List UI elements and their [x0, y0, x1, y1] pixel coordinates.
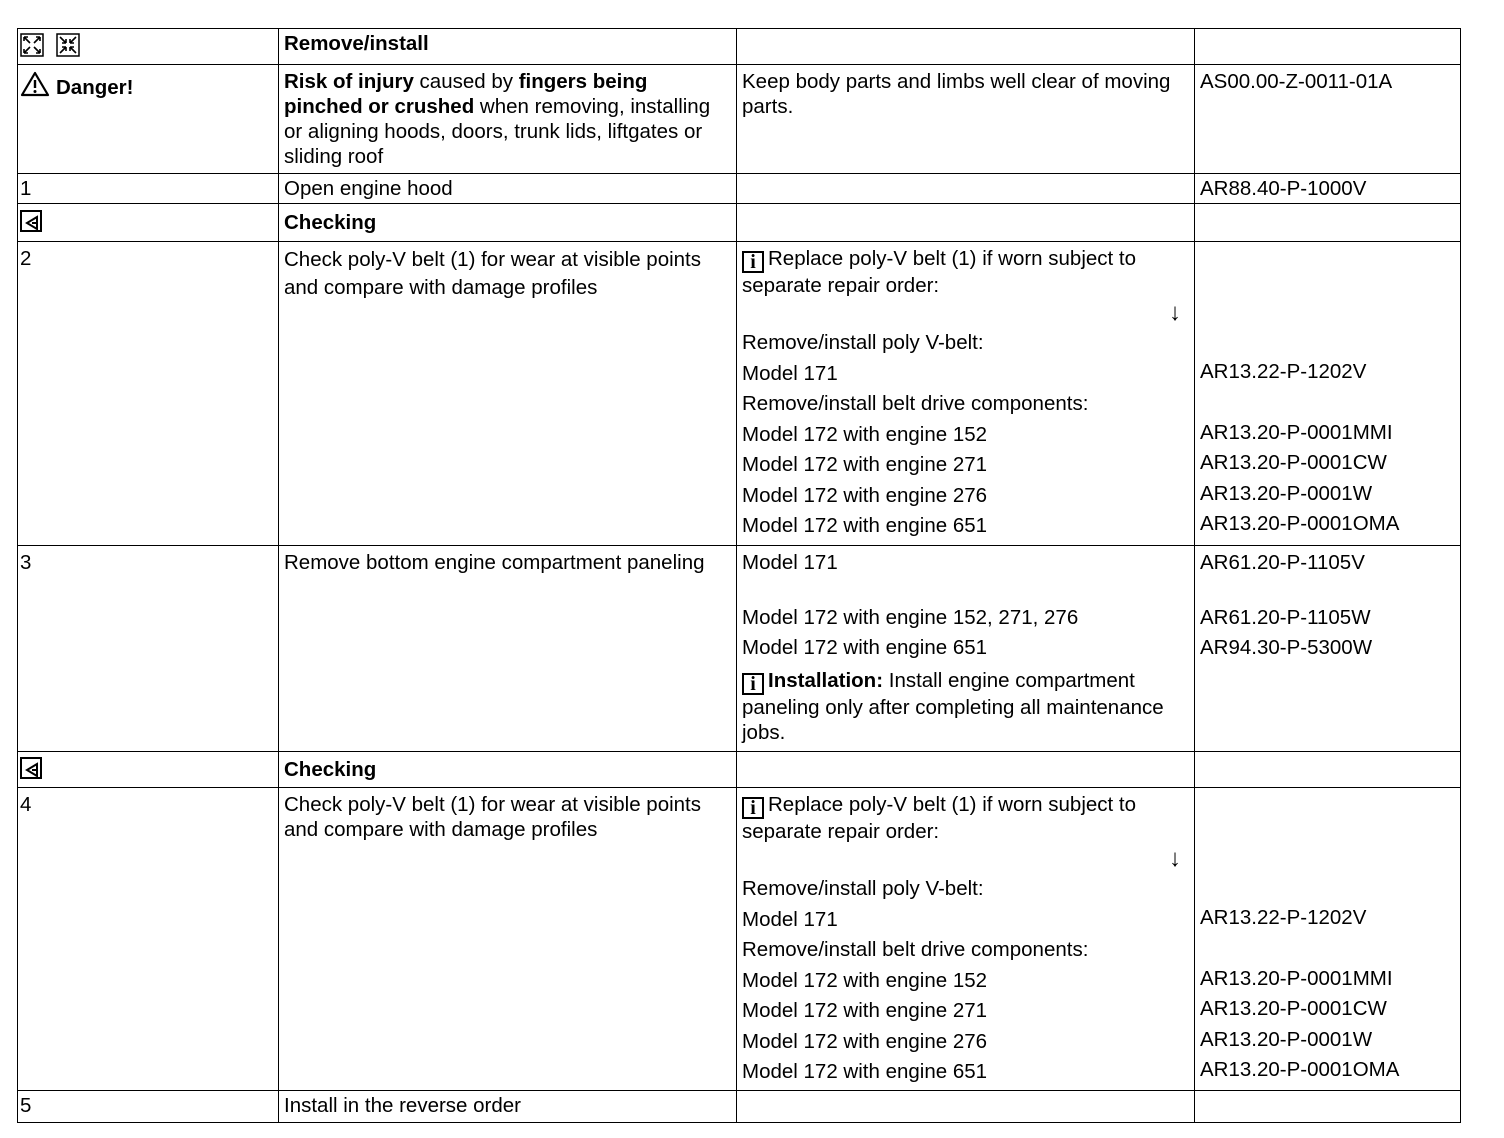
list-item: Model 172 with engine 152	[742, 968, 988, 992]
info-note-text: Install engine compartment paneling only after completing all maintenance jobs.	[742, 668, 1164, 744]
warning-triangle-icon	[20, 71, 50, 97]
check-procedure-icon	[20, 757, 42, 779]
list-item: Remove/install belt drive components:	[742, 938, 1089, 961]
info-note-text: Replace poly-V belt (1) if worn subject to separate repair order:	[742, 247, 1137, 297]
step-text: Install in the reverse order	[279, 1091, 737, 1123]
ref-link[interactable]: AR13.20-P-0001W	[1200, 481, 1373, 505]
header-title: Remove/install	[279, 29, 737, 65]
list-item: Remove/install poly V-belt:	[742, 877, 984, 900]
step-refs	[1195, 788, 1461, 1091]
list-item: Model 172 with engine 651	[742, 514, 988, 537]
info-note-bold: Installation:	[768, 668, 884, 692]
ref-link	[1200, 933, 1455, 964]
info-note	[742, 668, 1189, 745]
ref-link[interactable]: AR13.20-P-0001OMA	[1200, 512, 1400, 535]
danger-cell	[18, 65, 279, 174]
step-ref[interactable]: AR88.40-P-1000V	[1195, 174, 1461, 204]
list-item: Model 172 with engine 651	[742, 636, 988, 659]
list-item: Model 171	[742, 551, 838, 574]
list-item: Model 172 with engine 276	[742, 483, 988, 507]
ref-link[interactable]: AR94.30-P-5300W	[1200, 636, 1373, 659]
expand-arrows-icon[interactable]	[20, 33, 44, 57]
collapse-arrows-icon[interactable]	[56, 33, 80, 57]
step-text: Remove bottom engine compartment paneling	[279, 546, 737, 752]
step-notes	[737, 546, 1195, 752]
checking-icon-cell	[18, 752, 279, 788]
risk-text-2: when removing, installing or aligning hoods, doors, trunk lids, liftgates or sliding roof	[284, 95, 711, 168]
ref-lines	[1200, 872, 1455, 1086]
list-item: Model 172 with engine 152	[742, 422, 988, 446]
step-text: Check poly-V belt (1) for wear at visible points and compare with damage profiles	[279, 242, 737, 546]
model-lines	[742, 874, 1189, 1088]
info-icon: i	[742, 673, 764, 695]
step-notes	[737, 242, 1195, 546]
step-row-5	[18, 1091, 1461, 1123]
step-number: 4	[18, 788, 279, 1091]
checking-label: Checking	[279, 752, 737, 788]
checking-empty-3	[737, 752, 1195, 788]
checking-empty-4	[1195, 752, 1461, 788]
down-arrow-icon: ↓	[1169, 299, 1181, 326]
list-item: Model 172 with engine 651	[742, 1060, 988, 1083]
step-text: Check poly-V belt (1) for wear at visible points and compare with damage profiles	[279, 788, 737, 1091]
step-notes	[737, 788, 1195, 1091]
step-refs	[1195, 546, 1461, 752]
ref-link[interactable]: AR13.20-P-0001CW	[1200, 997, 1387, 1020]
list-item: Model 172 with engine 271	[742, 453, 988, 476]
danger-risk-text	[279, 65, 737, 174]
header-empty-3	[737, 29, 1195, 65]
ref-link[interactable]: AR13.20-P-0001W	[1200, 1027, 1373, 1051]
list-item: Model 172 with engine 152, 271, 276	[742, 605, 1079, 629]
down-arrow-icon: ↓	[1169, 845, 1181, 872]
info-note	[742, 246, 1189, 298]
checking-row	[18, 752, 1461, 788]
step-refs	[1195, 242, 1461, 546]
checking-label: Checking	[279, 204, 737, 242]
ref-link[interactable]: AR13.20-P-0001OMA	[1200, 1058, 1400, 1081]
ref-lines	[1200, 548, 1455, 664]
step-row-4	[18, 788, 1461, 1091]
step-number: 5	[18, 1091, 279, 1123]
ref-link[interactable]: AR13.20-P-0001CW	[1200, 451, 1387, 474]
header-row	[18, 29, 1461, 65]
step-note	[737, 174, 1195, 204]
danger-label: Danger!	[56, 76, 134, 99]
info-note-text: Replace poly-V belt (1) if worn subject to separate repair order:	[742, 793, 1137, 843]
ref-link	[1200, 387, 1455, 418]
checking-empty-4	[1195, 204, 1461, 242]
ref-link	[1200, 326, 1455, 357]
danger-measure: Keep body parts and limbs well clear of moving parts.	[737, 65, 1195, 174]
ref-link[interactable]: AR61.20-P-1105V	[1200, 551, 1365, 574]
ref-link[interactable]: AR13.20-P-0001MMI	[1200, 966, 1393, 990]
ref-link[interactable]: AR13.22-P-1202V	[1200, 905, 1367, 929]
list-item: Remove/install poly V-belt:	[742, 331, 984, 354]
list-item: Remove/install belt drive components:	[742, 392, 1089, 415]
list-item: Model 171	[742, 907, 838, 931]
step-row-2	[18, 242, 1461, 546]
checking-empty-3	[737, 204, 1195, 242]
step-text: Open engine hood	[279, 174, 737, 204]
header-empty-4	[1195, 29, 1461, 65]
info-icon: i	[742, 797, 764, 819]
step-row-3	[18, 546, 1461, 752]
danger-ref[interactable]: AS00.00-Z-0011-01A	[1195, 65, 1461, 174]
step-number: 2	[18, 242, 279, 546]
risk-text-1: caused by	[413, 70, 519, 93]
step-number: 3	[18, 546, 279, 752]
step-row-1	[18, 174, 1461, 204]
info-icon: i	[742, 251, 764, 273]
ref-link[interactable]: AR13.20-P-0001MMI	[1200, 420, 1393, 444]
header-icons-cell	[18, 29, 279, 65]
risk-bold-2: fingers being pinched or crushed	[284, 70, 648, 118]
ref-link	[1200, 872, 1455, 903]
check-procedure-icon	[20, 210, 42, 232]
step-note	[737, 1091, 1195, 1123]
model-lines	[742, 548, 1189, 664]
ref-lines	[1200, 326, 1455, 540]
danger-row	[18, 65, 1461, 174]
procedure-table	[17, 28, 1461, 1123]
list-item: Model 171	[742, 361, 838, 385]
ref-link[interactable]: AR13.22-P-1202V	[1200, 359, 1367, 383]
risk-bold-1: Risk of injury	[284, 70, 414, 93]
list-item: Model 172 with engine 276	[742, 1029, 988, 1053]
list-item: Model 172 with engine 271	[742, 999, 988, 1022]
info-note	[742, 792, 1189, 844]
checking-row	[18, 204, 1461, 242]
checking-icon-cell	[18, 204, 279, 242]
step-ref	[1195, 1091, 1461, 1123]
model-lines	[742, 328, 1189, 542]
ref-link[interactable]: AR61.20-P-1105W	[1200, 605, 1371, 629]
step-number: 1	[18, 174, 279, 204]
